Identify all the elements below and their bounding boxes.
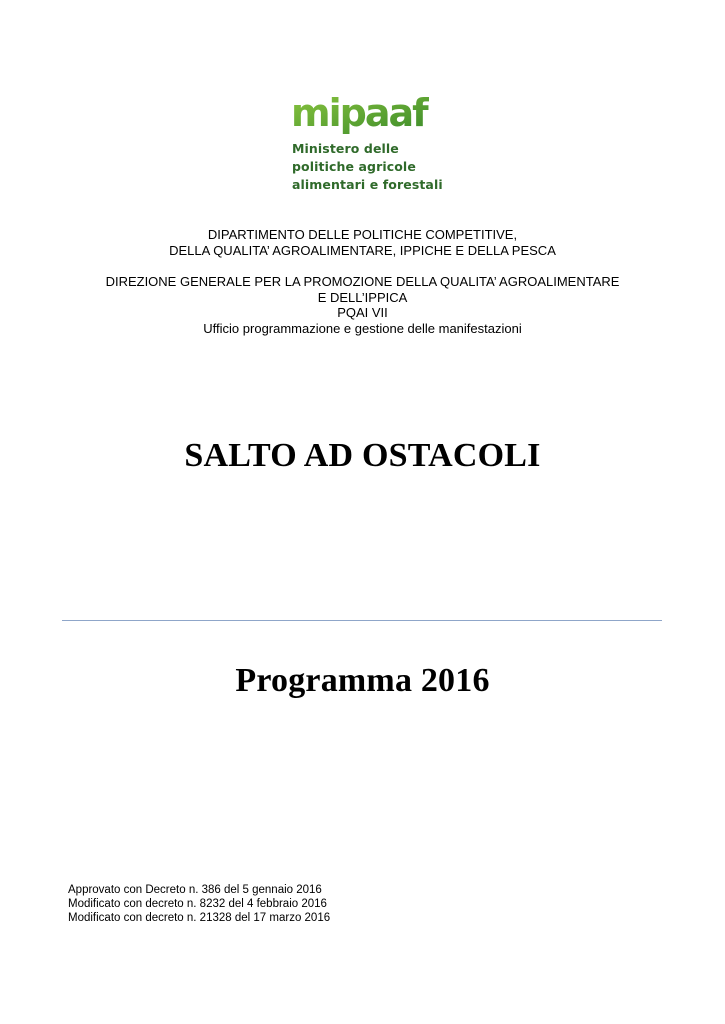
direction-line-4: Ufficio programmazione e gestione delle manifestazioni [203, 320, 522, 336]
department-heading [0, 227, 725, 258]
logo-wordmark-text: mipaaf [291, 92, 427, 135]
document-subtitle: Programma 2016 [235, 662, 490, 699]
direction-line-3: PQAI VII [337, 305, 388, 320]
logo-caption [292, 140, 443, 194]
document-title: SALTO AD OSTACOLI [184, 437, 541, 474]
approval-note-3: Modificato con decreto n. 21328 del 17 marzo 2016 [68, 912, 331, 924]
logo-caption-line-2: politiche agricole [292, 159, 416, 174]
direction-line-2: E DELL’IPPICA [317, 289, 408, 305]
horizontal-divider [62, 620, 662, 621]
approval-note-1: Approvato con Decreto n. 386 del 5 gennaio 2016 [68, 884, 322, 896]
logo-caption-line-3: alimentari e forestali [292, 177, 443, 192]
department-line-2: DELLA QUALITA’ AGROALIMENTARE, IPPICHE E DELLA PESCA [169, 242, 556, 258]
ministry-logo [290, 92, 450, 202]
direction-heading [0, 274, 725, 336]
direction-line-1: DIREZIONE GENERALE PER LA PROMOZIONE DELLA QUALITA’ AGROALIMENTARE [105, 274, 620, 289]
approval-note-2: Modificato con decreto n. 8232 del 4 febbraio 2016 [68, 898, 327, 910]
logo-caption-line-1: Ministero delle [292, 141, 399, 156]
department-line-1: DIPARTIMENTO DELLE POLITICHE COMPETITIVE, [207, 227, 518, 242]
mipaaf-wordmark-logo [290, 92, 440, 136]
approval-notes [68, 883, 330, 925]
